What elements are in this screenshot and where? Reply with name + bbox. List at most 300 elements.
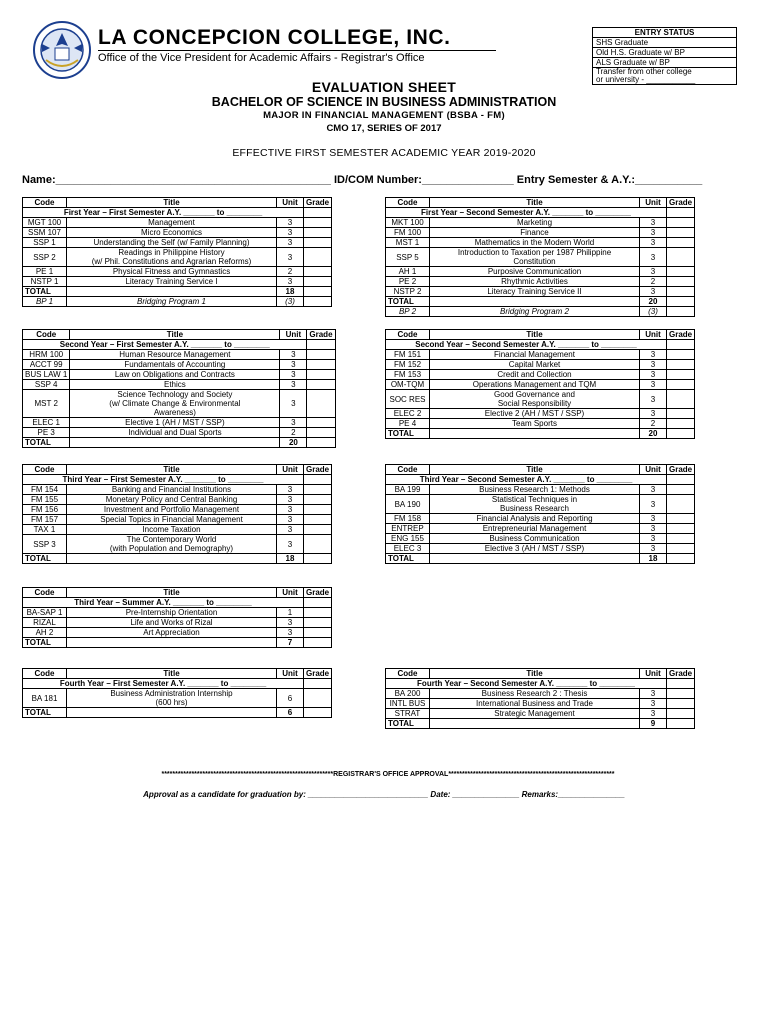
total-row xyxy=(386,297,695,307)
course-title-line: Individual and Dual Sports xyxy=(128,428,222,437)
course-code: STRAT xyxy=(386,709,430,719)
grade-cell[interactable] xyxy=(304,679,332,689)
course-title-line: Team Sports xyxy=(512,419,557,428)
course-title xyxy=(430,307,640,317)
course-row xyxy=(386,287,695,297)
course-code: SSP 2 xyxy=(23,248,67,267)
course-title xyxy=(67,554,277,564)
grade-cell[interactable] xyxy=(667,544,695,554)
grade-cell[interactable] xyxy=(304,287,332,297)
course-unit: 2 xyxy=(280,428,307,438)
course-row xyxy=(386,248,695,267)
grade-cell[interactable] xyxy=(304,248,332,267)
course-unit: 3 xyxy=(277,228,304,238)
course-title-line: Pre-Internship Orientation xyxy=(125,608,218,617)
course-title-line: (600 hrs) xyxy=(155,698,188,707)
grade-cell[interactable] xyxy=(667,719,695,729)
course-unit: 3 xyxy=(640,495,667,514)
course-title-line: Business Communication xyxy=(489,534,580,543)
total-row xyxy=(23,287,332,297)
column-header-grade: Grade xyxy=(304,588,332,598)
semester-row xyxy=(386,208,695,218)
grade-cell[interactable] xyxy=(307,350,335,360)
grade-cell[interactable] xyxy=(667,287,695,297)
column-header-code: Code xyxy=(23,588,67,598)
grade-cell[interactable] xyxy=(304,277,332,287)
course-row xyxy=(386,267,695,277)
course-unit: (3) xyxy=(277,297,304,307)
grade-cell[interactable] xyxy=(667,267,695,277)
course-unit: 3 xyxy=(280,370,307,380)
course-code: TOTAL xyxy=(386,297,430,307)
program-title: BACHELOR OF SCIENCE IN BUSINESS ADMINISTRATION xyxy=(211,95,557,109)
column-header-grade: Grade xyxy=(667,330,695,340)
grade-cell[interactable] xyxy=(307,418,335,428)
course-title-line: Introduction to Taxation per 1987 Philippine xyxy=(457,248,612,257)
course-code: TOTAL xyxy=(386,554,430,564)
grade-cell[interactable] xyxy=(667,238,695,248)
course-title-line: Business Research xyxy=(500,504,569,513)
course-unit: 2 xyxy=(640,419,667,429)
course-title-line: Business Administration Internship xyxy=(110,689,233,698)
course-row xyxy=(23,277,332,287)
total-row xyxy=(386,554,695,564)
grade-cell[interactable] xyxy=(667,218,695,228)
grade-cell[interactable] xyxy=(667,409,695,419)
course-row xyxy=(23,218,332,228)
course-row xyxy=(386,370,695,380)
grade-cell[interactable] xyxy=(304,638,332,648)
course-title-line: Social Responsibility xyxy=(497,399,572,408)
total-row xyxy=(23,438,336,448)
curriculum-table xyxy=(22,329,336,448)
grade-cell[interactable] xyxy=(304,628,332,638)
course-code: MKT 100 xyxy=(386,218,430,228)
grade-cell[interactable] xyxy=(304,228,332,238)
grade-cell[interactable] xyxy=(307,390,335,418)
course-unit: 3 xyxy=(280,418,307,428)
course-code: TOTAL xyxy=(23,638,67,648)
course-code: ENG 155 xyxy=(386,534,430,544)
column-header-title: Title xyxy=(67,465,277,475)
grade-cell[interactable] xyxy=(304,495,332,505)
grade-cell[interactable] xyxy=(667,689,695,699)
course-title-line: Finance xyxy=(520,228,549,237)
course-unit: 3 xyxy=(640,218,667,228)
semester-row xyxy=(23,340,336,350)
grade-cell[interactable] xyxy=(304,618,332,628)
course-row xyxy=(23,228,332,238)
course-unit: 3 xyxy=(280,380,307,390)
column-header-unit: Unit xyxy=(277,465,304,475)
grade-cell[interactable] xyxy=(667,709,695,719)
grade-cell[interactable] xyxy=(667,340,695,350)
grade-cell[interactable] xyxy=(304,554,332,564)
grade-cell[interactable] xyxy=(667,370,695,380)
grade-cell[interactable] xyxy=(667,360,695,370)
grade-cell[interactable] xyxy=(667,534,695,544)
column-header-code: Code xyxy=(23,669,67,679)
course-code: SSP 5 xyxy=(386,248,430,267)
course-title-line: Awareness) xyxy=(153,408,196,417)
course-title-line: Elective 1 (AH / MST / SSP) xyxy=(125,418,225,427)
course-row xyxy=(23,267,332,277)
course-code: NSTP 1 xyxy=(23,277,67,287)
course-title-line: Purposive Communication xyxy=(487,267,582,276)
course-title-line: Business Research 2 : Thesis xyxy=(481,689,588,698)
course-row xyxy=(23,360,336,370)
grade-cell[interactable] xyxy=(304,598,332,608)
course-title xyxy=(430,409,640,419)
grade-cell[interactable] xyxy=(667,514,695,524)
course-code: TAX 1 xyxy=(23,525,67,535)
curriculum-table xyxy=(22,668,332,718)
column-header-code: Code xyxy=(386,198,430,208)
course-unit: 3 xyxy=(640,699,667,709)
course-title-line: Life and Works of Rizal xyxy=(130,618,213,627)
course-title-line: Income Taxation xyxy=(142,525,201,534)
registrar-approval-header: ***************************************************************REGISTRAR'S OFFICE APPROVAL************************************************************* xyxy=(161,771,615,778)
course-unit: 3 xyxy=(640,485,667,495)
column-header-code: Code xyxy=(23,198,67,208)
course-row xyxy=(23,390,336,418)
course-title xyxy=(70,418,280,428)
table-header-row xyxy=(386,669,695,679)
grade-cell[interactable] xyxy=(667,277,695,287)
semester-row xyxy=(386,340,695,350)
course-code: AH 1 xyxy=(386,267,430,277)
column-header-code: Code xyxy=(386,330,430,340)
course-title xyxy=(67,485,277,495)
student-info-line[interactable]: Name:_____________________________________________ ID/COM Number:_______________ Entry Semester & A.Y.:___________ xyxy=(22,174,703,186)
course-title-line: Marketing xyxy=(516,218,553,227)
column-header-unit: Unit xyxy=(277,198,304,208)
course-unit: 3 xyxy=(277,505,304,515)
column-header-title: Title xyxy=(70,330,280,340)
grade-cell[interactable] xyxy=(304,608,332,618)
column-header-unit: Unit xyxy=(640,198,667,208)
course-title-line: Literacy Training Service I xyxy=(125,277,218,286)
course-title-line: Readings in Philippine History xyxy=(118,248,225,257)
course-row xyxy=(23,238,332,248)
course-title xyxy=(67,525,277,535)
course-code: TOTAL xyxy=(386,429,430,439)
course-row xyxy=(23,248,332,267)
course-title xyxy=(430,380,640,390)
grade-cell[interactable] xyxy=(667,495,695,514)
course-unit: 9 xyxy=(640,719,667,729)
course-title-line: Management xyxy=(148,218,195,227)
course-code: SSP 3 xyxy=(23,535,67,554)
table-header-row xyxy=(386,330,695,340)
course-unit: 3 xyxy=(277,535,304,554)
college-name: LA CONCEPCION COLLEGE, INC. xyxy=(98,26,451,49)
curriculum-table xyxy=(22,587,332,648)
course-title-line: (with Population and Demography) xyxy=(109,544,234,553)
course-title-line: Statistical Techniques in xyxy=(491,495,578,504)
course-title-line: Science Technology and Society xyxy=(117,390,233,399)
course-row xyxy=(386,689,695,699)
course-code: MST 1 xyxy=(386,238,430,248)
course-unit: 3 xyxy=(640,238,667,248)
course-code: FM 158 xyxy=(386,514,430,524)
semester-label: Second Year – Second Semester A.Y. _______ to ________ xyxy=(386,340,667,350)
course-code: BA 190 xyxy=(386,495,430,514)
column-header-grade: Grade xyxy=(667,465,695,475)
grade-cell[interactable] xyxy=(667,307,695,317)
entry-status-option[interactable]: SHS Graduate xyxy=(593,38,737,48)
entry-status-option-line: Transfer from other college xyxy=(596,67,692,76)
course-title-line: Capital Market xyxy=(508,360,561,369)
course-title xyxy=(67,638,277,648)
course-code: BP 2 xyxy=(386,307,430,317)
course-title-line: Bridging Program 1 xyxy=(137,297,206,306)
course-title-line: Credit and Collection xyxy=(497,370,572,379)
course-row xyxy=(23,418,336,428)
course-row xyxy=(386,409,695,419)
grade-cell[interactable] xyxy=(304,267,332,277)
course-row xyxy=(386,228,695,238)
grade-cell[interactable] xyxy=(304,535,332,554)
course-row xyxy=(23,689,332,708)
semester-label: Fourth Year – Second Semester A.Y. _______ to ________ xyxy=(386,679,667,689)
course-title xyxy=(430,297,640,307)
course-title xyxy=(430,419,640,429)
course-code: HRM 100 xyxy=(23,350,70,360)
course-title xyxy=(67,535,277,554)
course-code: BA 199 xyxy=(386,485,430,495)
grade-cell[interactable] xyxy=(304,708,332,718)
sheet-title: EVALUATION SHEET xyxy=(311,79,457,95)
semester-label: Third Year – Second Semester A.Y. _______ to ________ xyxy=(386,475,667,485)
course-title-line: Elective 3 (AH / MST / SSP) xyxy=(484,544,585,553)
course-unit: 18 xyxy=(277,287,304,297)
course-unit: 1 xyxy=(277,608,304,618)
entry-status-title: ENTRY STATUS xyxy=(593,28,737,38)
column-header-unit: Unit xyxy=(277,669,304,679)
grade-cell[interactable] xyxy=(667,380,695,390)
course-title xyxy=(430,485,640,495)
course-unit: 3 xyxy=(640,534,667,544)
course-title xyxy=(67,515,277,525)
course-row xyxy=(386,360,695,370)
grade-cell[interactable] xyxy=(304,485,332,495)
course-unit: 6 xyxy=(277,708,304,718)
column-header-grade: Grade xyxy=(304,669,332,679)
column-header-unit: Unit xyxy=(277,588,304,598)
course-unit: 3 xyxy=(277,525,304,535)
column-header-code: Code xyxy=(23,465,67,475)
grade-cell[interactable] xyxy=(667,248,695,267)
course-title-line: Good Governance and xyxy=(494,390,575,399)
course-title xyxy=(67,628,277,638)
grade-cell[interactable] xyxy=(667,228,695,238)
grade-cell[interactable] xyxy=(667,524,695,534)
course-unit: 7 xyxy=(277,638,304,648)
grade-cell[interactable] xyxy=(307,428,335,438)
course-code: TOTAL xyxy=(23,287,67,297)
course-title xyxy=(67,608,277,618)
total-row xyxy=(23,638,332,648)
grade-cell[interactable] xyxy=(667,554,695,564)
grade-cell[interactable] xyxy=(304,208,332,218)
semester-row xyxy=(23,208,332,218)
grade-cell[interactable] xyxy=(307,340,335,350)
curriculum-table xyxy=(22,464,332,564)
course-title-line: Business Research 1: Methods xyxy=(479,485,590,494)
grade-cell[interactable] xyxy=(304,238,332,248)
course-title-line: International Business and Trade xyxy=(476,699,593,708)
course-title xyxy=(430,514,640,524)
course-code: BA 200 xyxy=(386,689,430,699)
entry-status-option[interactable]: Old H.S. Graduate w/ BP xyxy=(593,48,737,58)
course-unit: 3 xyxy=(277,485,304,495)
grade-cell[interactable] xyxy=(304,505,332,515)
course-row xyxy=(23,297,332,307)
column-header-title: Title xyxy=(430,669,640,679)
grade-cell[interactable] xyxy=(304,297,332,307)
course-title-line: Constitution xyxy=(513,257,556,266)
course-code: FM 154 xyxy=(23,485,67,495)
column-header-title: Title xyxy=(430,465,640,475)
course-code: RIZAL xyxy=(23,618,67,628)
course-title xyxy=(70,360,280,370)
course-row xyxy=(23,495,332,505)
course-title-line: Law on Obligations and Contracts xyxy=(114,370,235,379)
course-title-line: (w/ Phil. Constitutions and Agrarian Reforms) xyxy=(91,257,252,266)
grade-cell[interactable] xyxy=(304,475,332,485)
course-title-line: Financial Management xyxy=(494,350,575,359)
course-row xyxy=(386,699,695,709)
course-unit: 3 xyxy=(640,544,667,554)
column-header-title: Title xyxy=(67,588,277,598)
course-unit: 6 xyxy=(277,689,304,708)
course-title xyxy=(430,287,640,297)
course-title-line: Human Resource Management xyxy=(119,350,231,359)
grade-cell[interactable] xyxy=(667,419,695,429)
grade-cell[interactable] xyxy=(667,208,695,218)
course-row xyxy=(386,534,695,544)
course-unit: 3 xyxy=(640,228,667,238)
semester-row xyxy=(23,679,332,689)
entry-status-option-line: or university - ___________ xyxy=(596,75,696,84)
course-title xyxy=(430,218,640,228)
total-row xyxy=(23,708,332,718)
course-title xyxy=(67,505,277,515)
course-row xyxy=(386,514,695,524)
grade-cell[interactable] xyxy=(667,390,695,409)
grade-cell[interactable] xyxy=(667,485,695,495)
grade-cell[interactable] xyxy=(307,360,335,370)
grade-cell[interactable] xyxy=(667,350,695,360)
course-title xyxy=(430,534,640,544)
total-row xyxy=(23,554,332,564)
course-code: ELEC 3 xyxy=(386,544,430,554)
grade-cell[interactable] xyxy=(307,380,335,390)
grade-cell[interactable] xyxy=(667,699,695,709)
course-row xyxy=(23,618,332,628)
course-title-line: Literacy Training Service II xyxy=(487,287,582,296)
effective-line: EFFECTIVE FIRST SEMESTER ACADEMIC YEAR 2019-2020 xyxy=(232,147,536,159)
course-title xyxy=(70,390,280,418)
grade-cell[interactable] xyxy=(667,429,695,439)
grade-cell[interactable] xyxy=(304,525,332,535)
course-code: BP 1 xyxy=(23,297,67,307)
course-title xyxy=(67,267,277,277)
grade-cell[interactable] xyxy=(304,689,332,708)
course-unit: 3 xyxy=(277,618,304,628)
course-row xyxy=(386,277,695,287)
grade-cell[interactable] xyxy=(667,679,695,689)
course-title-line: Mathematics in the Modern World xyxy=(474,238,595,247)
course-unit: 3 xyxy=(640,360,667,370)
course-code: BUS LAW 1 xyxy=(23,370,70,380)
course-code: MGT 100 xyxy=(23,218,67,228)
course-code: BA 181 xyxy=(23,689,67,708)
grade-cell[interactable] xyxy=(304,515,332,525)
course-row xyxy=(23,608,332,618)
course-title xyxy=(430,709,640,719)
graduation-approval-line[interactable]: Approval as a candidate for graduation by: ___________________________ Date: _______________ Remarks:_______________ xyxy=(143,790,625,799)
table-header-row xyxy=(23,588,332,598)
course-unit: 3 xyxy=(640,514,667,524)
semester-label: Second Year – First Semester A.Y. _______ to ________ xyxy=(23,340,307,350)
grade-cell[interactable] xyxy=(667,297,695,307)
course-unit: 18 xyxy=(277,554,304,564)
semester-row xyxy=(23,598,332,608)
course-title-line: Physical Fitness and Gymnastics xyxy=(112,267,231,276)
semester-label: First Year – Second Semester A.Y. _______ to ________ xyxy=(386,208,667,218)
course-code: FM 151 xyxy=(386,350,430,360)
course-title xyxy=(430,277,640,287)
course-unit: 3 xyxy=(277,495,304,505)
course-title-line: Operations Management and TQM xyxy=(472,380,597,389)
entry-status-option[interactable]: ALS Graduate w/ BP xyxy=(593,58,737,68)
course-unit: 3 xyxy=(640,267,667,277)
grade-cell[interactable] xyxy=(307,438,335,448)
cmo-title: CMO 17, SERIES OF 2017 xyxy=(326,123,442,134)
semester-label: Third Year – First Semester A.Y. _______ to ________ xyxy=(23,475,304,485)
grade-cell[interactable] xyxy=(667,475,695,485)
column-header-grade: Grade xyxy=(667,669,695,679)
college-seal-logo xyxy=(32,20,92,80)
course-title xyxy=(430,370,640,380)
course-code: FM 156 xyxy=(23,505,67,515)
curriculum-table xyxy=(385,197,695,317)
course-unit: 18 xyxy=(640,554,667,564)
grade-cell[interactable] xyxy=(304,218,332,228)
course-title-line: Special Topics in Financial Management xyxy=(100,515,243,524)
semester-row xyxy=(386,475,695,485)
course-row xyxy=(386,238,695,248)
course-row xyxy=(386,419,695,429)
course-row xyxy=(386,495,695,514)
column-header-code: Code xyxy=(386,669,430,679)
major-title: MAJOR IN FINANCIAL MANAGEMENT (BSBA - FM) xyxy=(263,110,505,121)
course-title xyxy=(430,238,640,248)
course-title xyxy=(67,297,277,307)
course-row xyxy=(386,524,695,534)
course-unit: 20 xyxy=(640,297,667,307)
column-header-code: Code xyxy=(386,465,430,475)
course-unit: 20 xyxy=(280,438,307,448)
grade-cell[interactable] xyxy=(307,370,335,380)
course-unit: 3 xyxy=(640,524,667,534)
course-code: SOC RES xyxy=(386,390,430,409)
column-header-grade: Grade xyxy=(307,330,335,340)
course-unit: 3 xyxy=(640,409,667,419)
course-title xyxy=(430,429,640,439)
